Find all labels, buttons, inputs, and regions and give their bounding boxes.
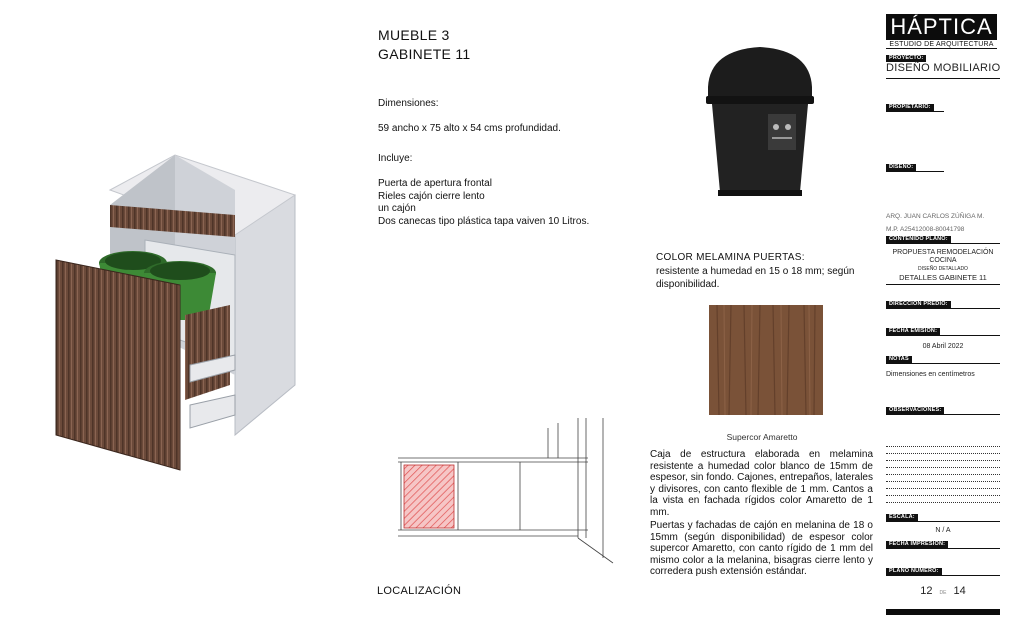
contenido-line3: DETALLES GABINETE 11 xyxy=(899,273,987,282)
trash-bin-image xyxy=(700,42,820,202)
dotted-line xyxy=(886,453,1000,454)
observaciones-label: OBSERVACIONES: xyxy=(886,407,944,414)
rule xyxy=(886,575,1000,576)
description-p1: Caja de estructura elaborada en melamina resistente a humedad color blanco de 15mm de espesor, sin fondo. Cajones, entrepaños, laterales y divisores, con canto flexible de 1 mm. Cantos a la vista en fachada rígidos color Amaretto de 1 mm. xyxy=(650,449,873,518)
plano-de: DE xyxy=(939,590,947,596)
brand-subtitle: ESTUDIO DE ARQUITECTURA xyxy=(886,41,997,49)
brand-logo: HÁPTICA xyxy=(886,14,997,40)
rule xyxy=(886,78,1000,79)
contenido-label: CONTENIDO PLANO: xyxy=(886,236,951,243)
cabinet-title-1: MUEBLE 3 xyxy=(378,27,450,43)
includes-item: un cajón xyxy=(378,203,416,214)
fecha-emision-value: 08 Abril 2022 xyxy=(922,343,964,350)
dotted-line xyxy=(886,495,1000,496)
cabinet-render xyxy=(50,145,310,480)
architect-mp: M.P. A25412008-80041798 xyxy=(886,226,965,233)
plano-current: 12 xyxy=(920,585,933,597)
rule xyxy=(886,335,1000,336)
includes-label: Incluye: xyxy=(378,153,413,164)
plano-number xyxy=(886,585,1000,597)
diseno-label: DISEÑO: xyxy=(886,164,916,171)
plano-numero-label: PLANO NÚMERO: xyxy=(886,568,942,575)
dotted-line xyxy=(886,467,1000,468)
location-plan-sketch xyxy=(398,418,618,568)
proyecto-value: DISEÑO MOBILIARIO xyxy=(886,62,1001,74)
rule xyxy=(886,548,1000,549)
notas-value: Dimensiones en centímetros xyxy=(886,371,975,378)
rule xyxy=(886,363,1000,364)
location-label: LOCALIZACIÓN xyxy=(377,585,462,597)
dimensions-label: Dimensiones: xyxy=(378,98,439,109)
proyecto-label: PROYECTO: xyxy=(886,55,926,62)
includes-item: Rieles cajón cierre lento xyxy=(378,190,485,202)
contenido-line2: DISEÑO DETALLADO xyxy=(918,266,968,272)
wood-swatch xyxy=(709,305,823,415)
architect-name: ARQ. JUAN CARLOS ZÚÑIGA M. xyxy=(886,213,985,220)
rule xyxy=(886,284,1000,285)
dotted-line xyxy=(886,460,1000,461)
contenido-line1: PROPUESTA REMODELACIÓN COCINA xyxy=(892,249,994,264)
rule xyxy=(886,171,944,172)
color-desc: resistente a humedad en 15 o 18 mm; según disponibilidad. xyxy=(656,266,855,290)
escala-value: N / A xyxy=(935,527,951,534)
includes-list xyxy=(378,178,589,228)
description-p2: Puertas y fachadas de cajón en melanina de 18 o 15mm (según disponibilidad) de espesor color supercor Amaretto, con canto rígido de 1 mm del mismo color a la melanina, bisagras cierre lento y corredera push extensión estándar. xyxy=(650,520,873,577)
includes-item: Dos canecas tipo plástica tapa vaiven 10 Litros. xyxy=(378,215,590,227)
color-title: COLOR MELAMINA PUERTAS: xyxy=(656,252,805,263)
notas-label: NOTAS xyxy=(886,356,912,363)
dotted-line xyxy=(886,488,1000,489)
fecha-impresion-label: FECHA IMPRESIÓN: xyxy=(886,541,948,548)
dotted-line xyxy=(886,446,1000,447)
dotted-line xyxy=(886,481,1000,482)
rule xyxy=(886,308,1000,309)
direccion-label: DIRECCIÓN PREDIO: xyxy=(886,301,951,308)
rule xyxy=(886,414,1000,415)
dotted-line xyxy=(886,474,1000,475)
includes-item: Puerta de apertura frontal xyxy=(378,178,492,189)
swatch-label: Supercor Amaretto xyxy=(726,432,798,442)
rule xyxy=(886,243,1000,244)
rule xyxy=(886,111,944,112)
dimensions-value: 59 ancho x 75 alto x 54 cms profundidad. xyxy=(378,123,561,134)
escala-label: ESCALA: xyxy=(886,514,918,521)
cabinet-title-2: GABINETE 11 xyxy=(378,46,471,62)
propietario-label: PROPIETARIO: xyxy=(886,104,934,111)
dotted-line xyxy=(886,502,1000,503)
plano-total: 14 xyxy=(953,585,966,597)
fecha-emision-label: FECHA EMISIÓN: xyxy=(886,328,940,335)
bottom-bar xyxy=(886,609,1000,615)
rule xyxy=(886,521,1000,522)
